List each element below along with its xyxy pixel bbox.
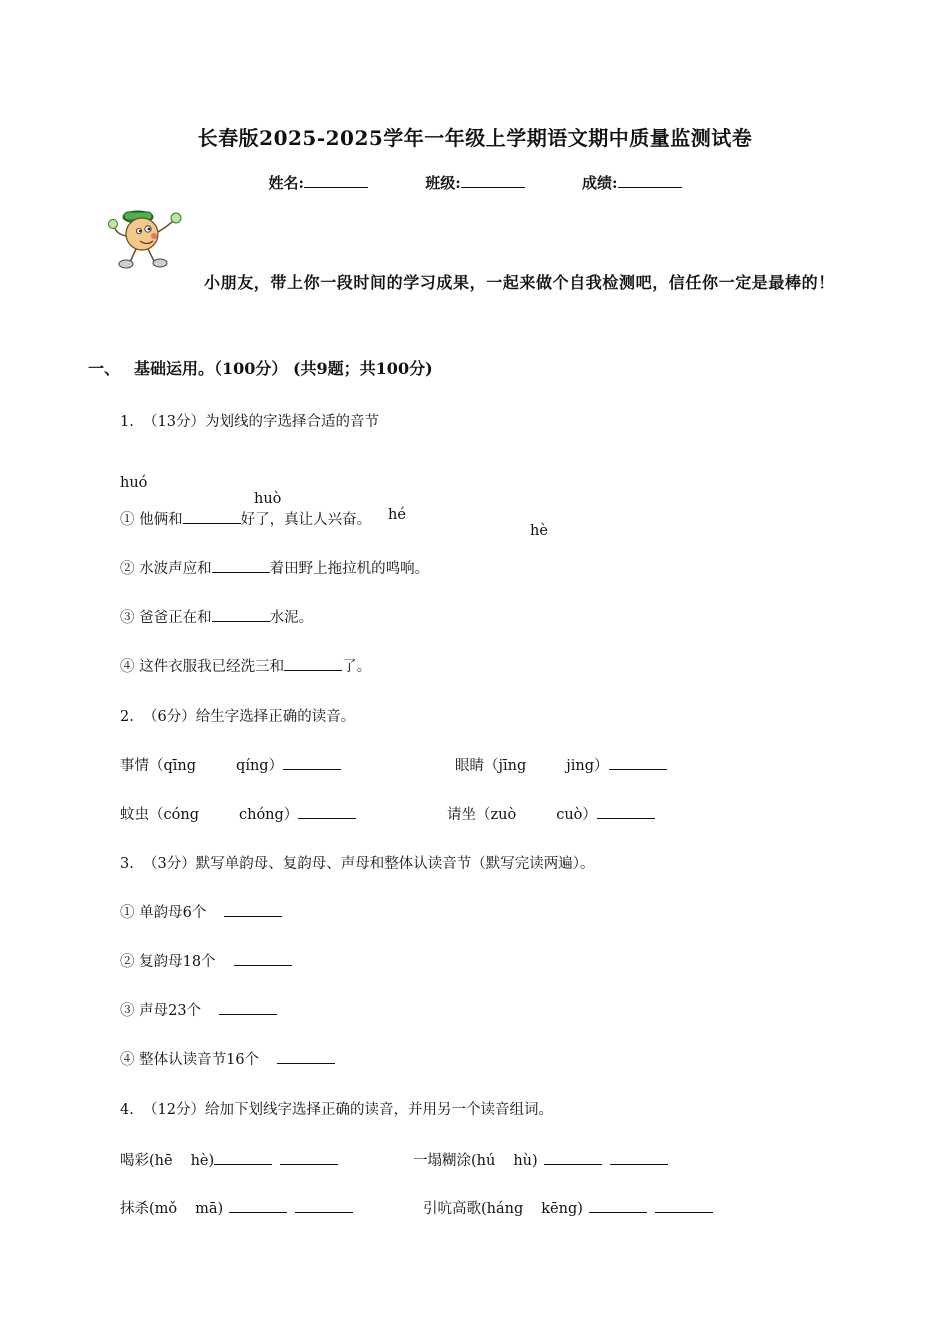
- q4-item-text: 引吭高歌(háng: [423, 1201, 524, 1217]
- answer-blank[interactable]: [183, 511, 241, 524]
- answer-blank[interactable]: [655, 1200, 713, 1213]
- q2-item-text: jing）: [566, 758, 609, 774]
- q1-item-text: ② 水波声应和: [120, 561, 212, 577]
- q1-item: [120, 606, 313, 627]
- q2-item-text: 事情（qīng: [120, 758, 197, 774]
- answer-blank[interactable]: [610, 1152, 668, 1165]
- answer-blank[interactable]: [229, 1200, 287, 1213]
- q3-stem: 3. （3分）默写单韵母、复韵母、声母和整体认读音节（默写完读两遍）。: [120, 856, 595, 872]
- page-title: 长春版2025-2025学年一年级上学期语文期中质量监测试卷: [197, 126, 753, 150]
- q1-pinyin-option: hé: [388, 507, 406, 523]
- q2-item: [120, 803, 356, 824]
- q2-item: [455, 754, 667, 775]
- answer-blank[interactable]: [298, 806, 356, 819]
- q3-item: [120, 950, 292, 971]
- q1-item-text: 好了，真让人兴奋。: [240, 512, 372, 528]
- answer-blank[interactable]: [544, 1152, 602, 1165]
- q4-item-text: hù): [513, 1153, 538, 1169]
- q1-pinyin-option: hè: [530, 523, 548, 539]
- name-field: [268, 172, 368, 193]
- name-label: 姓名:: [268, 174, 304, 192]
- q4-item-text: mā): [195, 1201, 224, 1217]
- q1-item-text: ③ 爸爸正在和: [120, 610, 212, 626]
- answer-blank[interactable]: [212, 609, 270, 622]
- class-label: 班级:: [425, 174, 461, 192]
- q1-item-text: 水泥。: [269, 610, 314, 626]
- q2-item-text: qíng）: [236, 758, 284, 774]
- answer-blank[interactable]: [295, 1200, 353, 1213]
- q3-item: [120, 999, 277, 1020]
- q3-item: [120, 901, 282, 922]
- answer-blank[interactable]: [283, 757, 341, 770]
- q4-item: [120, 1197, 353, 1218]
- section-title: 基础运用。（100分） (共9题；共100分): [134, 359, 433, 378]
- section-number: 一、: [88, 359, 121, 378]
- answer-blank[interactable]: [234, 953, 292, 966]
- q3-item-text: ③ 声母23个: [120, 1003, 202, 1019]
- q2-item-text: 请坐（zuò: [447, 807, 517, 823]
- class-field: [425, 172, 525, 193]
- section-heading: [88, 356, 433, 379]
- intro-text: 小朋友，带上你一段时间的学习成果，一起来做个自我检测吧，信任你一定是最棒的！: [204, 273, 835, 292]
- answer-blank[interactable]: [284, 658, 342, 671]
- answer-blank[interactable]: [597, 806, 655, 819]
- q1-item: [120, 508, 371, 529]
- q1-item-text: ① 他俩和: [120, 512, 183, 528]
- answer-blank[interactable]: [212, 560, 270, 573]
- q2-item: [120, 754, 341, 775]
- q3-item: [120, 1048, 335, 1069]
- score-blank[interactable]: [618, 173, 682, 188]
- cartoon-mascot-icon: [104, 204, 188, 272]
- answer-blank[interactable]: [219, 1002, 277, 1015]
- q1-stem: 1. （13分）为划线的字选择合适的音节: [120, 414, 380, 430]
- answer-blank[interactable]: [214, 1152, 272, 1165]
- q2-item-text: 蚊虫（cóng: [120, 807, 199, 823]
- answer-blank[interactable]: [609, 757, 667, 770]
- class-blank[interactable]: [461, 173, 525, 188]
- answer-blank[interactable]: [589, 1200, 647, 1213]
- q4-item-text: 一塌糊涂(hú: [413, 1153, 496, 1169]
- q2-item-text: cuò）: [556, 807, 597, 823]
- q4-item: [120, 1149, 338, 1170]
- q1-item: [120, 557, 429, 578]
- score-field: [582, 172, 682, 193]
- answer-blank[interactable]: [280, 1152, 338, 1165]
- q1-item-text: ④ 这件衣服我已经洗三和: [120, 659, 285, 675]
- q4-item-text: 喝彩(hē: [120, 1153, 173, 1169]
- answer-blank[interactable]: [224, 904, 282, 917]
- q3-item-text: ① 单韵母6个: [120, 905, 207, 921]
- q2-item-text: chóng）: [238, 807, 299, 823]
- answer-blank[interactable]: [277, 1051, 335, 1064]
- q1-item-text: 了。: [342, 659, 372, 675]
- q3-item-text: ② 复韵母18个: [120, 954, 216, 970]
- q1-item: [120, 655, 371, 676]
- q1-item-text: 着田野上拖拉机的鸣响。: [269, 561, 430, 577]
- q2-item-text: 眼睛（jīng: [455, 758, 527, 774]
- q2-stem: 2. （6分）给生字选择正确的读音。: [120, 709, 356, 725]
- q4-item-text: hè): [190, 1153, 215, 1169]
- name-blank[interactable]: [304, 173, 368, 188]
- q2-item: [447, 803, 655, 824]
- q4-item: [413, 1149, 668, 1170]
- q4-item-text: kēng): [541, 1201, 583, 1217]
- q1-pinyin-option: huó: [120, 475, 148, 491]
- student-info-row: [0, 172, 950, 193]
- q1-pinyin-option: huò: [254, 491, 282, 507]
- q4-stem: 4. （12分）给加下划线字选择正确的读音，并用另一个读音组词。: [120, 1102, 554, 1118]
- score-label: 成绩:: [582, 174, 618, 192]
- q4-item-text: 抹杀(mǒ: [120, 1201, 178, 1217]
- q3-item-text: ④ 整体认读音节16个: [120, 1052, 260, 1068]
- q4-item: [423, 1197, 713, 1218]
